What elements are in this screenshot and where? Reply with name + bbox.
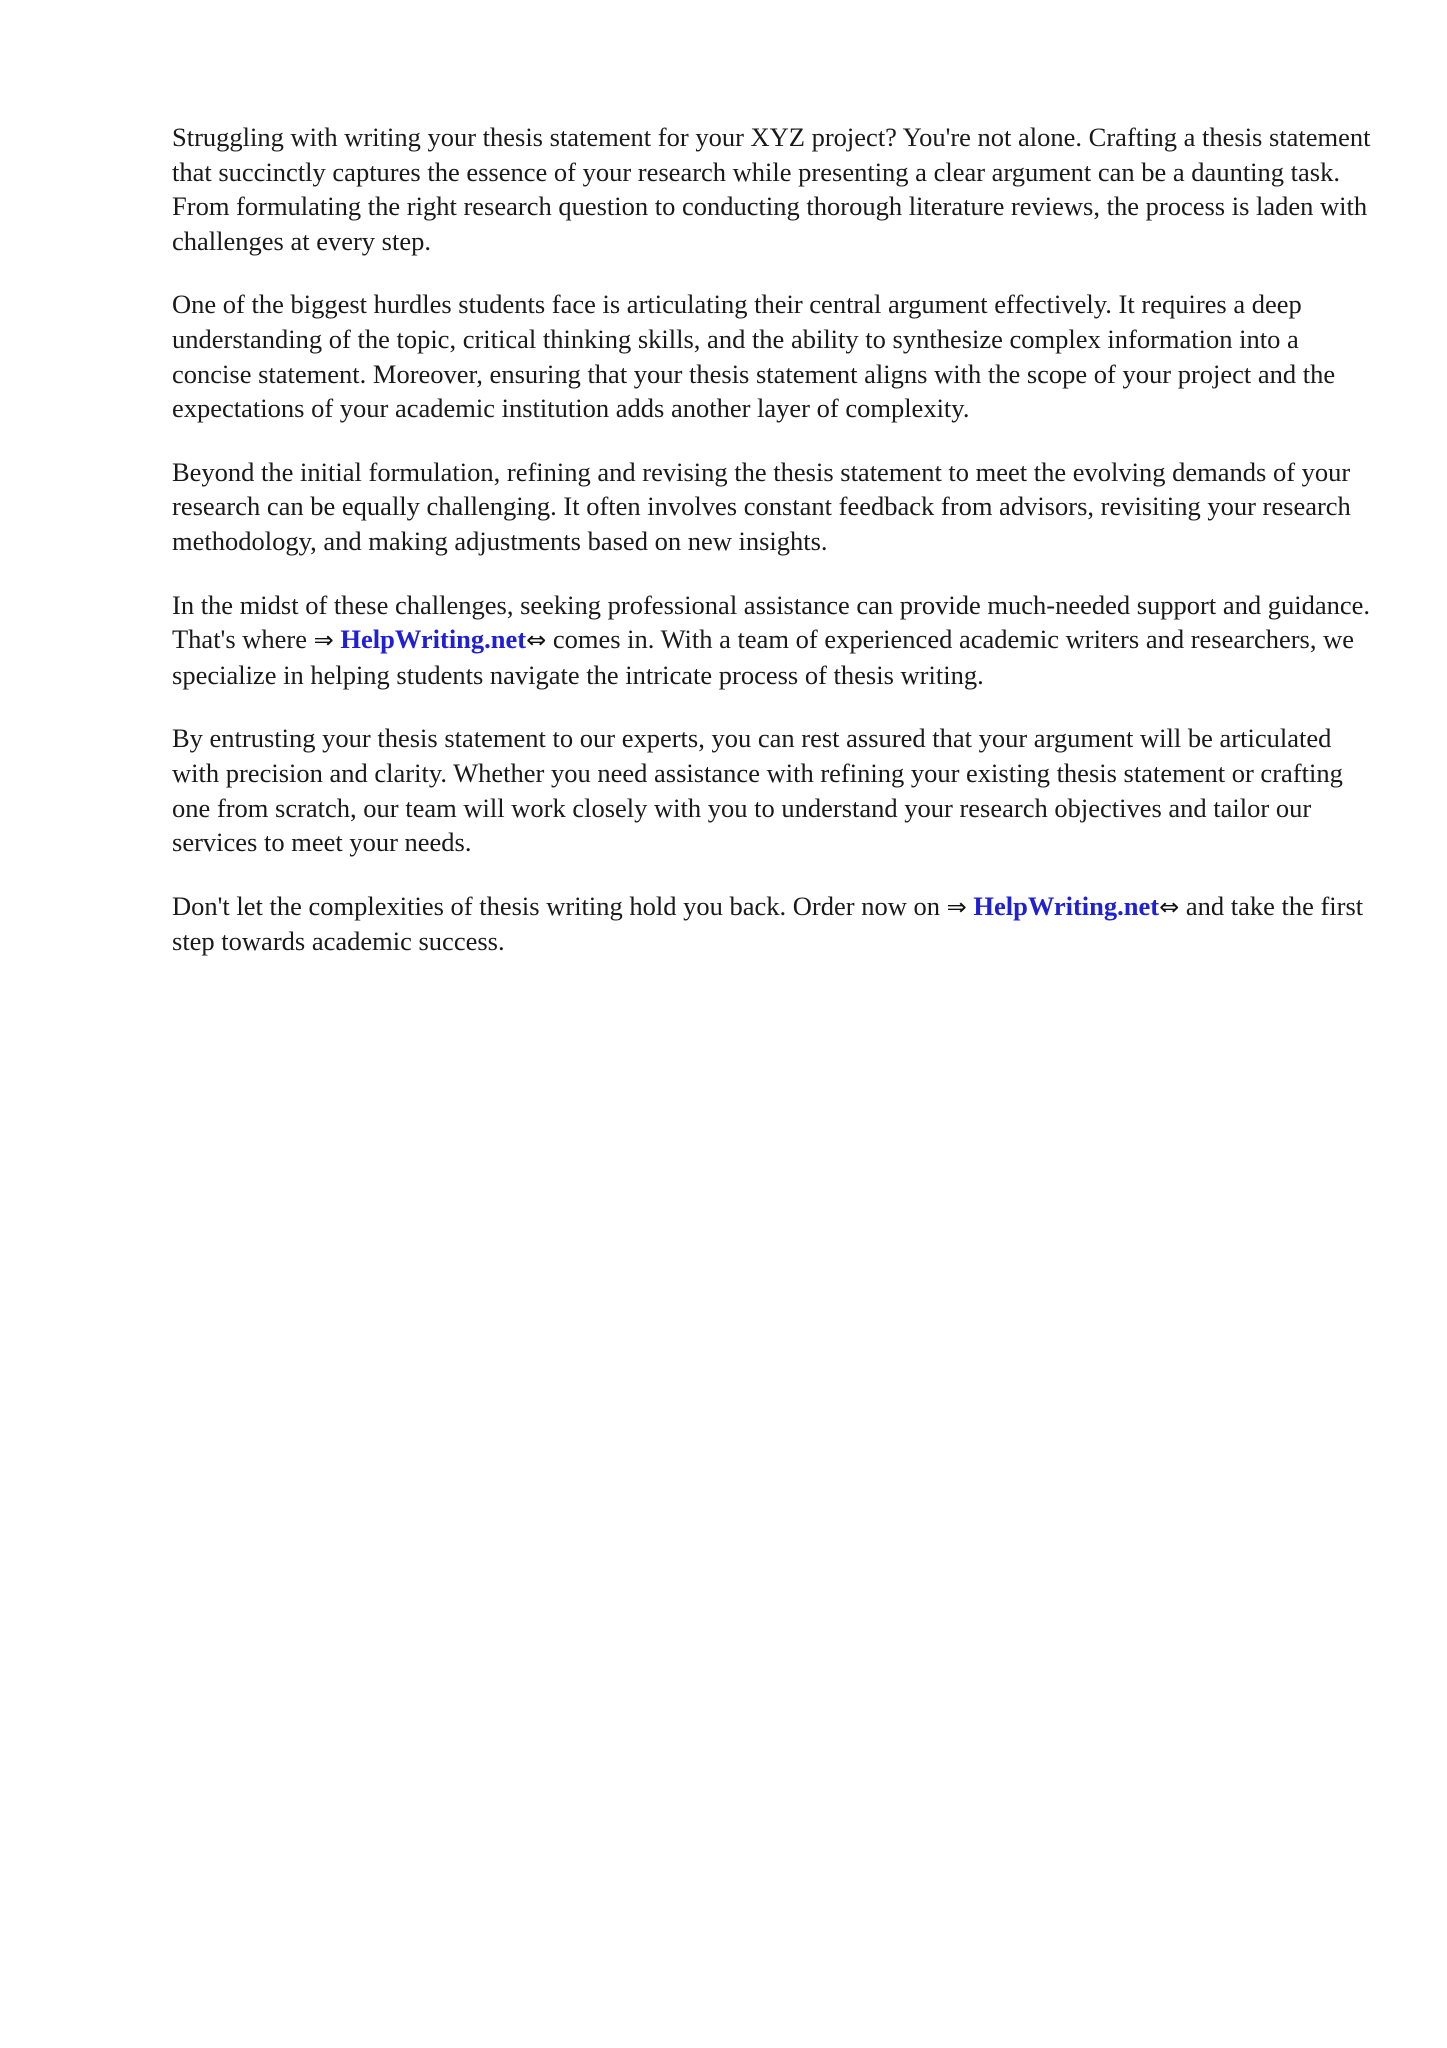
right-arrow-icon: ⇒	[946, 892, 967, 921]
helpwriting-link[interactable]: HelpWriting.net	[340, 624, 527, 655]
paragraph-2: One of the biggest hurdles students face is articulating their central argument effectively. It requires a deep understanding of the topic, critical thinking skills, and the ability to synthesize complex information into a concise statement. Moreover, ensuring that your thesis statement aligns with the scope of your project and the expectations of your academic institution adds another layer of complexity.	[172, 289, 1336, 424]
double-arrow-icon: ⇔	[1159, 892, 1180, 921]
paragraph-6-text-after: and take the first step towards academic success.	[172, 890, 1364, 957]
paragraph-6	[172, 889, 1372, 959]
paragraph-4-text-after: comes in. With a team of experienced academic writers and researchers, we specialize in helping students navigate the intricate process of thesis writing.	[172, 624, 1355, 690]
paragraph-4-text-before: In the midst of these challenges, seeking professional assistance can provide much-needed support and guidance. That's where	[172, 589, 1371, 655]
paragraph-4	[172, 588, 1372, 693]
paragraph-1: Struggling with writing your thesis statement for your XYZ project? You're not alone. Crafting a thesis statement that succinctly captures the essence of your research while presenting a clear argument can be a daunting task. From formulating the right research question to conducting thorough literature reviews, the process is laden with challenges at every step.	[172, 122, 1371, 256]
document-body	[172, 120, 1372, 988]
helpwriting-order-link[interactable]: HelpWriting.net	[973, 890, 1160, 921]
paragraph-3: Beyond the initial formulation, refining and revising the thesis statement to meet the evolving demands of your research can be equally challenging. It often involves constant feedback from advisors, revisiting your research methodology, and making adjustments based on new insights.	[172, 456, 1351, 556]
double-arrow-icon: ⇔	[526, 626, 547, 655]
right-arrow-icon: ⇒	[313, 626, 334, 655]
paragraph-5: By entrusting your thesis statement to our experts, you can rest assured that your argument will be articulated with precision and clarity. Whether you need assistance with refining your existing thesis statement or crafting one from scratch, our team will work closely with you to understand your research objectives and tailor our services to meet your needs.	[172, 723, 1343, 858]
paragraph-6-text-before: Don't let the complexities of thesis writing hold you back. Order now on	[172, 890, 947, 921]
